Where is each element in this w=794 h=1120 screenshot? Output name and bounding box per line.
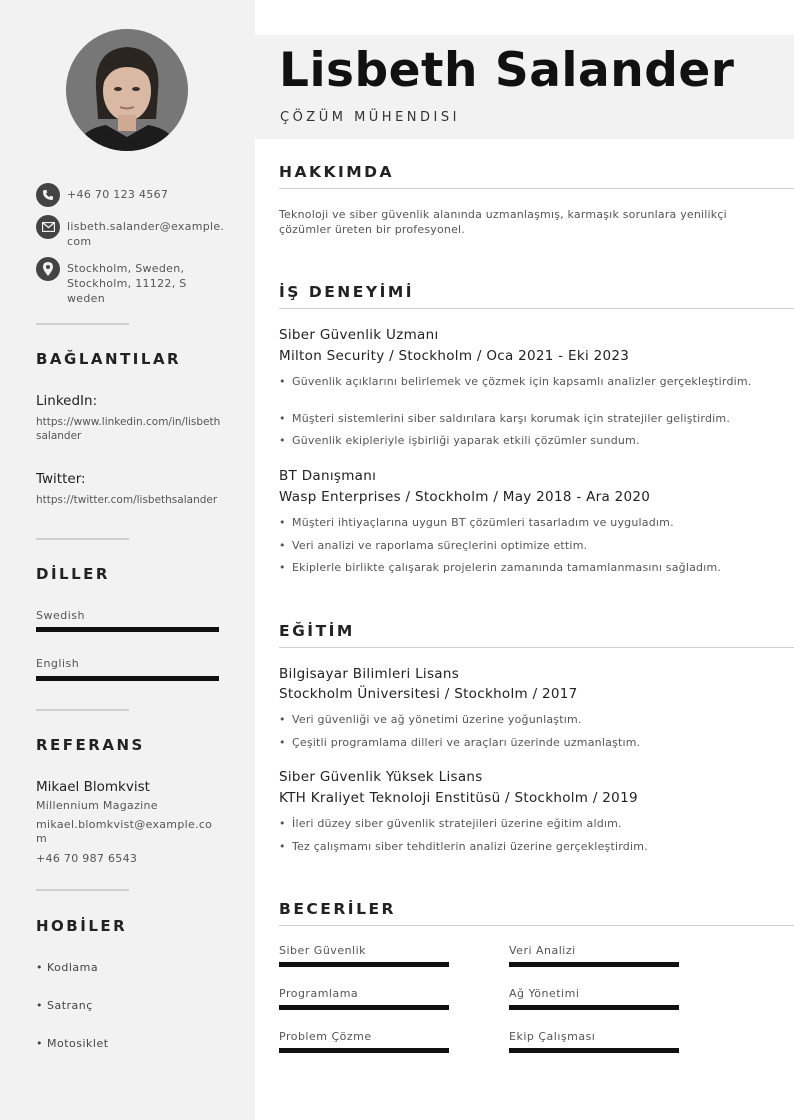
linkedin-label: LinkedIn: — [36, 393, 98, 409]
full-name: Lisbeth Salander — [279, 43, 735, 98]
job-subtitle: Milton Security / Stockholm / Oca 2021 - Eki 2023 — [279, 348, 630, 364]
address-text: Stockholm, Sweden, Stockholm, 11122, Sweden — [67, 262, 187, 305]
about-heading: HAKKIMDA — [279, 163, 395, 181]
hobby-item: • Motosiklet — [36, 1037, 109, 1050]
skill-name: Veri Analizi — [509, 944, 576, 957]
job-bullet: • Güvenlik açıklarını belirlemek ve çözmek için kapsamlı analizler gerçekleştirdim. — [279, 374, 779, 389]
job-bullet: • Ekiplerle birlikte çalışarak projelerin zamanında tamamlanmasını sağladım. — [279, 560, 779, 575]
reference-email[interactable]: mikael.blomkvist@example.com — [36, 818, 213, 845]
language-name: Swedish — [36, 609, 85, 622]
contact-email — [36, 215, 226, 249]
phone-text: +46 70 123 4567 — [67, 188, 169, 201]
location-pin-icon — [36, 257, 60, 281]
education-subtitle: Stockholm Üniversitesi / Stockholm / 2017 — [279, 686, 578, 702]
hobby-item: • Satranç — [36, 999, 93, 1012]
section-rule — [279, 925, 794, 926]
email-text[interactable]: lisbeth.salander@example.com — [67, 220, 225, 248]
education-bullet: • İleri düzey siber güvenlik stratejileri üzerine eğitim aldım. — [279, 816, 779, 831]
skill-level-bar — [509, 1048, 679, 1053]
skill-name: Ekip Çalışması — [509, 1030, 596, 1043]
language-name: English — [36, 657, 80, 670]
skills-heading: BECERİLER — [279, 900, 396, 918]
section-rule — [279, 188, 794, 189]
education-bullet: • Tez çalışmamı siber tehditlerin analizi üzerine gerçekleştirdim. — [279, 839, 779, 854]
divider — [36, 538, 129, 540]
education-subtitle: KTH Kraliyet Teknoloji Enstitüsü / Stockholm / 2019 — [279, 790, 638, 806]
twitter-url[interactable]: https://twitter.com/lisbethsalander — [36, 494, 218, 506]
skill-name: Ağ Yönetimi — [509, 987, 580, 1000]
education-heading: EĞİTİM — [279, 622, 355, 640]
job-role: ÇÖZÜM MÜHENDISI — [280, 110, 460, 125]
skill-level-bar — [509, 1005, 679, 1010]
linkedin-url[interactable]: https://www.linkedin.com/in/lisbethsalander — [36, 416, 221, 442]
mail-icon — [36, 215, 60, 239]
education-bullet: • Veri güvenliği ve ağ yönetimi üzerine yoğunlaştım. — [279, 712, 779, 727]
experience-heading: İŞ DENEYİMİ — [279, 283, 415, 301]
languages-heading: DİLLER — [36, 565, 110, 583]
job-bullet: • Veri analizi ve raporlama süreçlerini optimize ettim. — [279, 538, 779, 553]
reference-heading: REFERANS — [36, 736, 145, 754]
job-subtitle: Wasp Enterprises / Stockholm / May 2018 - Ara 2020 — [279, 489, 651, 505]
job-title: BT Danışmanı — [279, 468, 377, 484]
education-title: Siber Güvenlik Yüksek Lisans — [279, 769, 483, 785]
divider — [36, 709, 129, 711]
skill-level-bar — [279, 1005, 449, 1010]
hobby-item: • Kodlama — [36, 961, 99, 974]
reference-phone: +46 70 987 6543 — [36, 852, 138, 865]
contact-info — [36, 183, 226, 314]
twitter-label: Twitter: — [36, 471, 86, 487]
job-bullet: • Müşteri ihtiyaçlarına uygun BT çözümleri tasarladım ve uyguladım. — [279, 515, 779, 530]
contact-address — [36, 257, 226, 306]
reference-company: Millennium Magazine — [36, 799, 158, 812]
phone-icon — [36, 183, 60, 207]
language-level-bar — [36, 627, 219, 632]
skill-name: Programlama — [279, 987, 359, 1000]
profile-photo — [66, 29, 188, 151]
job-bullet: • Müşteri sistemlerini siber saldırılara karşı korumak için stratejiler geliştirdim. — [279, 411, 779, 426]
section-rule — [279, 647, 794, 648]
reference-name: Mikael Blomkvist — [36, 779, 150, 795]
job-title: Siber Güvenlik Uzmanı — [279, 327, 439, 343]
sidebar — [0, 0, 255, 1120]
divider — [36, 889, 129, 891]
job-bullet: • Güvenlik ekipleriyle işbirliği yaparak etkili çözümler sundum. — [279, 433, 779, 448]
skill-level-bar — [279, 962, 449, 967]
education-bullet: • Çeşitli programlama dilleri ve araçları üzerinde uzmanlaştım. — [279, 735, 779, 750]
skill-name: Problem Çözme — [279, 1030, 372, 1043]
language-level-bar — [36, 676, 219, 681]
hobbies-heading: HOBİLER — [36, 917, 128, 935]
section-rule — [279, 308, 794, 309]
links-heading: BAĞLANTILAR — [36, 350, 182, 368]
contact-phone — [36, 183, 226, 207]
divider — [36, 323, 129, 325]
skill-name: Siber Güvenlik — [279, 944, 367, 957]
education-title: Bilgisayar Bilimleri Lisans — [279, 666, 460, 682]
about-text: Teknoloji ve siber güvenlik alanında uzmanlaşmış, karmaşık sorunlara yenilikçi çözümler üreten bir profesyonel. — [279, 208, 727, 236]
skill-level-bar — [279, 1048, 449, 1053]
skill-level-bar — [509, 962, 679, 967]
